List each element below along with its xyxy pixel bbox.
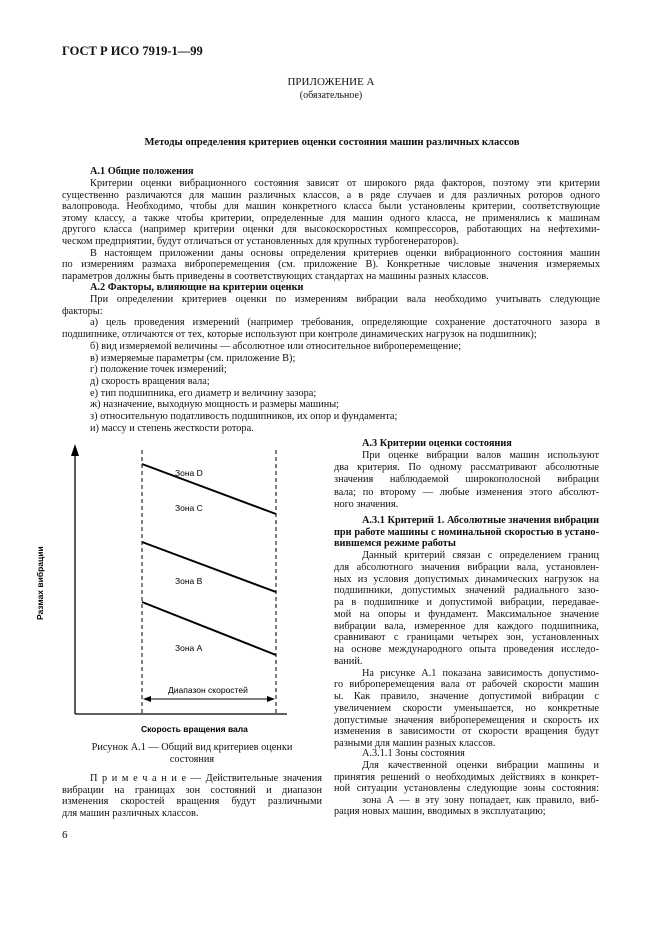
- paragraph-line: принятия решений о необходимых действиях в конкрет-: [334, 771, 599, 783]
- zone-label-a: Зона А: [175, 643, 203, 653]
- paragraph-line: параметров должны быть приведены в соответствующих стандартах на машины разных классов.: [62, 270, 489, 282]
- paragraph-line: ческом предприятии, будут отличаться от установленных для крупных турбогенераторов).: [62, 236, 459, 247]
- paragraph-line: изменения в зависимости от скорости вращения будут: [334, 726, 599, 738]
- heading-line: вившемся режиме работы: [334, 538, 456, 550]
- paragraph-line: Данный критерий связан с определением границ: [362, 550, 599, 561]
- paragraph-line: ваний.: [334, 655, 363, 667]
- section-title: Методы определения критериев оценки состояния машин различных классов: [144, 137, 520, 148]
- paragraph-line: этому классу, а также чтобы критерии, определенные для машин одного класса, не применялись к машинам: [62, 212, 600, 224]
- paragraph-line: При определении критериев оценки по измерениям вибрации вала необходимо учитывать следующие: [90, 294, 600, 305]
- note-line: П р и м е ч а н и е — Действительные значения: [90, 773, 322, 784]
- paragraph-line: мой на опоры и фундамент. Максимальное значение: [334, 608, 599, 620]
- standard-code: ГОСТ Р ИСО 7919-1—99: [62, 44, 203, 58]
- paragraph-line: существенно различаются для машин различных классов, а в ряде случаев и для различных роторов одного: [62, 189, 600, 201]
- paragraph-line: б) вид измеряемой величины — абсолютное или относительное виброперемещение;: [90, 340, 462, 352]
- paragraph-line: ного значения.: [334, 498, 399, 510]
- page-number: 6: [62, 829, 68, 841]
- paragraph-line: факторы:: [62, 305, 103, 317]
- range-arrow-right-head: [267, 696, 275, 702]
- paragraph-line: ных из условия допустимых динамических нагрузок на: [334, 573, 599, 585]
- paragraph-line: в) измеряемые параметры (см. приложение В);: [90, 352, 296, 364]
- range-arrow-left-head: [143, 696, 151, 702]
- note-line: для машин различных классов.: [62, 807, 199, 819]
- paragraph-line: рация новых машин, вводимых в эксплуатацию;: [334, 806, 546, 818]
- note-line: вибрации на границах зон состояний и диапазон: [62, 784, 322, 796]
- appendix-subtitle: (обязательное): [299, 90, 363, 101]
- paragraph-line: на основе международного опыта проведения исследо-: [334, 644, 599, 655]
- paragraph-line: сравнивают с границами четырех зон, установленных: [334, 632, 599, 644]
- paragraph-line: увеличением скорости уменьшается, но конкретные: [334, 702, 599, 714]
- paragraph-line: значения наблюдаемой широкополосной вибрации: [334, 474, 599, 486]
- paragraph-line: го виброперемещения вала от рабочей скорости машин: [334, 679, 599, 691]
- paragraph-line: Критерии оценки вибрационного состояния зависят от широкого ряда факторов, поэтому эти критерии: [90, 178, 600, 189]
- zone-diagram: [25, 442, 315, 742]
- paragraph-line: ы. Как правило, значение допустимой вибрации с: [334, 691, 599, 702]
- paragraph-line: д) скорость вращения вала;: [90, 375, 210, 387]
- zone-label-d: Зона D: [175, 468, 203, 478]
- paragraph-line: допустимые значения виброперемещения и скорость их: [334, 714, 599, 726]
- figure-caption-line1: Рисунок А.1 — Общий вид критериев оценки: [91, 742, 293, 753]
- paragraph-line: подшипнике, отличаются от тех, которые используют при контроле динамических нагрузок на подшипник);: [62, 329, 537, 341]
- paragraph-line: для абсолютного значения вибрации вала, установлен-: [334, 561, 599, 573]
- paragraph-line: два критерия. По одному рассматривают абсолютные: [334, 462, 599, 474]
- boundary-bc: [142, 542, 276, 592]
- note-line: изменения скоростей вращения будут различными: [62, 796, 322, 808]
- range-label: Диапазон скоростей: [168, 685, 248, 695]
- paragraph-line: и) массу и степень жесткости ротора.: [90, 422, 254, 434]
- paragraph-line: валопровода. Необходимо, чтобы для машин конкретного класса были установлены критерии, соответствующие: [62, 201, 600, 213]
- paragraph-line: а) цель проведения измерений (например требования, определяющие сохранение достаточного зазора в: [90, 317, 600, 329]
- paragraph-line: вала; по второму — любые изменения этого абсолют-: [334, 486, 599, 498]
- paragraph-line: з) относительную податливость подшипников, их опор и фундамента;: [90, 411, 398, 422]
- a3-heading: А.3 Критерии оценки состояния: [362, 438, 512, 449]
- paragraph-line: другого класса (например критерии оценки для высокоскоростных компрессоров, работающих на нефтехими-: [62, 224, 600, 236]
- paragraph-line: подшипники, допустимых значений радиального зазо-: [334, 585, 599, 597]
- appendix-title: ПРИЛОЖЕНИЕ А: [287, 76, 375, 88]
- x-axis-label: Скорость вращения вала: [141, 724, 248, 734]
- figure-caption-line2: состояния: [169, 754, 215, 765]
- paragraph-line: При оценке вибрации валов машин используют: [362, 450, 599, 461]
- a311-heading: А.3.1.1 Зоны состояния: [362, 748, 465, 759]
- a2-heading: А.2 Факторы, влияющие на критерии оценки: [90, 282, 304, 293]
- paragraph-line: В настоящем приложении даны основы определения критериев оценки вибрационного состояния машин: [90, 247, 600, 259]
- boundary-cd: [142, 464, 276, 514]
- y-axis-label: Размах вибрации: [35, 546, 45, 620]
- paragraph-line: ж) назначение, выходную мощность и размеры машины;: [90, 399, 340, 411]
- paragraph-line: по измерениям размаха виброперемещения (см. приложение В). Конкретные числовые значения измеряемых: [62, 259, 600, 271]
- paragraph-line: е) тип подшипника, его диаметр и величину зазора;: [90, 387, 317, 399]
- paragraph-line: вибрации вала, измеренное для каждого подшипника,: [334, 620, 599, 632]
- heading-line: при работе машины с номинальной скоростью в устано-: [334, 526, 599, 538]
- paragraph-line: ра в подшипнике и допустимой вибрации, передавае-: [334, 597, 599, 608]
- paragraph-line: г) положение точек измерений;: [90, 364, 227, 376]
- zone-label-c: Зона С: [175, 503, 203, 513]
- paragraph-line: зона А — в эту зону попадает, как правило, виб-: [362, 794, 599, 806]
- paragraph-line: Для качественной оценки вибрации машины и: [362, 760, 599, 771]
- a1-heading: А.1 Общие положения: [90, 166, 194, 177]
- paragraph-line: ной ситуации установлены следующие зоны состояния:: [334, 783, 599, 795]
- paragraph-line: разными для машин разных классов.: [334, 738, 496, 749]
- heading-line: А.3.1 Критерий 1. Абсолютные значения вибрации: [362, 515, 599, 526]
- boundary-ab: [142, 602, 276, 655]
- zone-label-b: Зона В: [175, 576, 203, 586]
- paragraph-line: На рисунке А.1 показана зависимость допустимо-: [362, 667, 599, 679]
